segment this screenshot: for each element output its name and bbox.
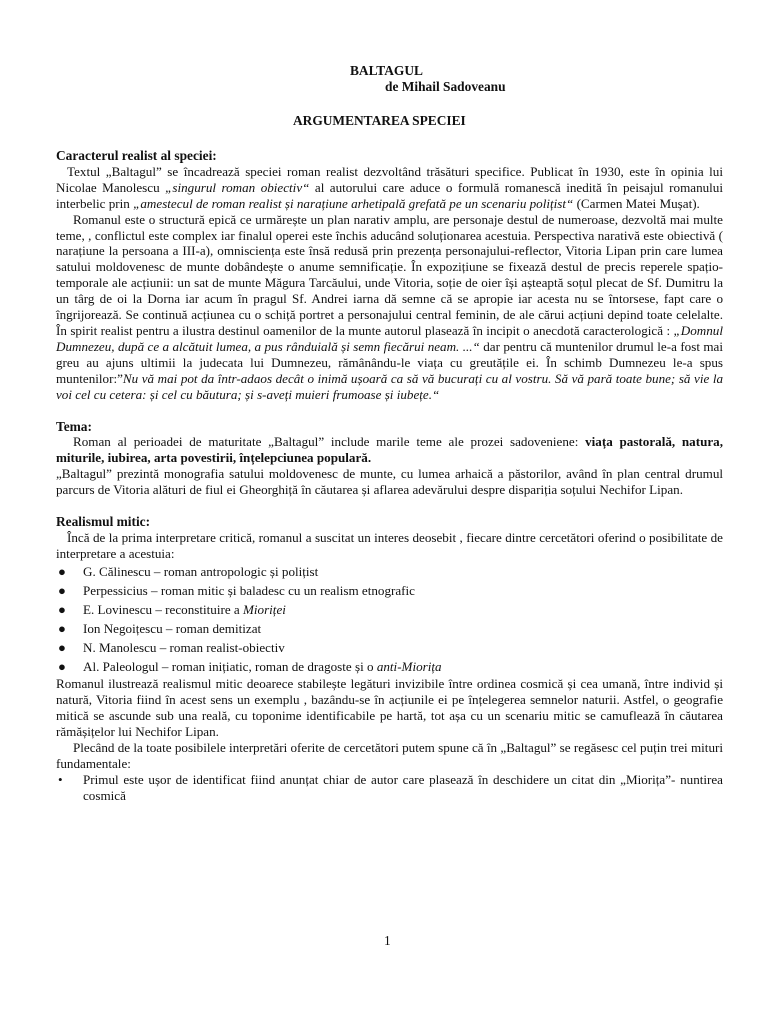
list-item (56, 657, 723, 676)
list-item-text: E. Lovinescu – reconstituire a (83, 601, 243, 617)
bullet-icon: ● (58, 582, 66, 598)
document-body (56, 148, 723, 804)
spacer (56, 403, 723, 419)
list-item (56, 772, 723, 804)
list-item (56, 619, 723, 638)
bullet-icon: ● (58, 601, 66, 617)
quote-run: „amestecul de roman realist și narațiune arhetipală grefată pe un scenariu polițist“ (133, 195, 574, 211)
document-author: de Mihail Sadoveanu (385, 79, 506, 94)
critics-list (56, 562, 723, 677)
page-number: 1 (384, 933, 391, 948)
bullet-icon: ● (58, 563, 66, 579)
paragraph-mitic-intro: Încă de la prima interpretare critică, romanul a suscitat un interes deosebit , fiecare dintre cercetători oferind o posibilitate de interpretare a acestuia: (56, 529, 723, 561)
list-item-text: Perpessicius – roman mitic și baladesc cu un realism etnografic (83, 582, 415, 598)
list-item-text: Al. Paleologul – roman inițiatic, roman de dragoste și o (83, 659, 377, 675)
text-run: Textul „Baltagul” se încadrează speciei roman realist dezvoltând trăsături specifice. Publicat în 1930, este în opinia lui Nicolae Manolescu (56, 163, 723, 195)
text-run: dar pentru că muntenilor drumul le-a fost mai greu au ajuns ultimii la judecata lui Dumnezeu, rămânându-le viața cu greutățile ei. În schimb Dumnezeu le-a spus muntenilor:” (56, 338, 723, 386)
list-item (56, 581, 723, 600)
list-item (56, 600, 723, 619)
bullet-icon: • (58, 771, 63, 787)
bullet-icon: ● (58, 659, 66, 675)
list-item-em: Mioriței (242, 601, 286, 617)
bullet-icon: ● (58, 621, 66, 637)
list-item-text: G. Călinescu – roman antropologic și polițist (83, 563, 319, 579)
list-item-text: Ion Negoițescu – roman demitizat (83, 621, 262, 637)
quote-run: „Domnul Dumnezeu, după ce a alcătuit lumea, a pus rânduială și semn fiecărui neam. ...“ (56, 322, 723, 354)
section-heading-realism-mitic: Realismul mitic: (56, 514, 151, 530)
paragraph-realist-2 (56, 212, 723, 403)
quote-run: „singurul roman obiectiv“ (165, 179, 310, 195)
paragraph-tema-1 (56, 434, 723, 466)
spacer (56, 498, 723, 514)
paragraph-mitic-2: Romanul ilustrează realismul mitic deoarece stabilește legături invizibile între ordinea cosmică și cea umană, între individ și natură, Vitoria fiind în acest sens un exemplu , bazându-se în acțiunile ei pe înțelegerea semnelor naturii. Astfel, o geografie mitică se ascunde sub una reală, cu toponime identificabile pe hartă, tot așa cu un scenariu mitic se camuflează în căutarea rămășițelor lui Nechifor Lipan. (56, 676, 723, 740)
list-item-text: N. Manolescu – roman realist-obiectiv (83, 640, 285, 656)
text-run: al autorului care aduce o formulă romanescă inedită în peisajul romanului interbelic prin (56, 179, 723, 211)
document-title: BALTAGUL (350, 63, 423, 78)
list-item (56, 638, 723, 657)
myths-list (56, 772, 723, 804)
text-run: Roman al perioadei de maturitate „Baltagul” include marile teme ale prozei sadoveniene: (73, 434, 586, 450)
list-item-text: Primul este ușor de identificat fiind anunțat chiar de autor care plasează în deschidere un citat din „Miorița”- nuntirea cosmică (83, 771, 723, 803)
text-run: (Carmen Matei Mușat). (573, 195, 700, 211)
list-item (56, 562, 723, 581)
document-subtitle: ARGUMENTAREA SPECIEI (293, 113, 466, 128)
bullet-icon: ● (58, 640, 66, 656)
list-item-em: anti-Miorița (376, 659, 442, 675)
quote-run: Nu vă mai pot da într-adaos decât o inimă ușoară ca să vă bucurați cu al vostru. Să vă pară toate bune; să vie la voi cel cu cetera: și cel cu băutura; și s-aveți muieri frumoase și iubețe.“ (56, 370, 723, 402)
section-heading-tema: Tema: (56, 418, 92, 434)
paragraph-mitic-3: Plecând de la toate posibilele interpretări oferite de cercetători putem spune că în „Baltagul” se regăsesc cel puțin trei mituri fundamentale: (56, 739, 723, 771)
bold-run: viața pastorală, natura, miturile, iubirea, arta povestirii, înțelepciunea populară. (56, 434, 724, 466)
paragraph-realist-1 (56, 164, 723, 212)
paragraph-tema-2: „Baltagul” prezintă monografia satului moldovenesc de munte, cu lumea arhaică a păstorilor, având în plan central drumul parcurs de Vitoria alături de fiul ei Gheorghiță în căutarea și aflarea adevărului despre dispariția soțului Nechifor Lipan. (56, 466, 723, 498)
text-run: Romanul este o structură epică ce urmărește un plan narativ amplu, are personaje destul de numeroase, dezvoltă mai multe teme, , conflictul este complex iar finalul operei este închis aducând soluționarea acestuia. Perspectiva narativă este obiectivă ( narațiune la persoana a III-a), omnisciența este însă redusă prin prezența personajului-reflector, Vitoria Lipan prin care lumea satului moldovenesc de munte dobândește o anume semnificație. În expozițiune se fixează destul de precis reperele spațio-temporale ale acțiunii: un sat de munte Măgura Tarcăului, unde Vitoria, soție de oier își așteaptă soțul plecat de Sf. Dumitru la un târg de oi la Dorna iar acum în pragul Sf. Andrei iarna dă semne că se apropie iar acesta nu se întorsese, fapt care o îngrijorează. Se continuă acțiunea cu o schiță portret a personajului central feminin, de ale cărui acțiuni depind toate celelalte. În spirit realist pentru a ilustra destinul oamenilor de la munte autorul plasează în incipit o anecdotă caracterologică : (56, 211, 723, 338)
section-heading-realist: Caracterul realist al speciei: (56, 148, 217, 163)
